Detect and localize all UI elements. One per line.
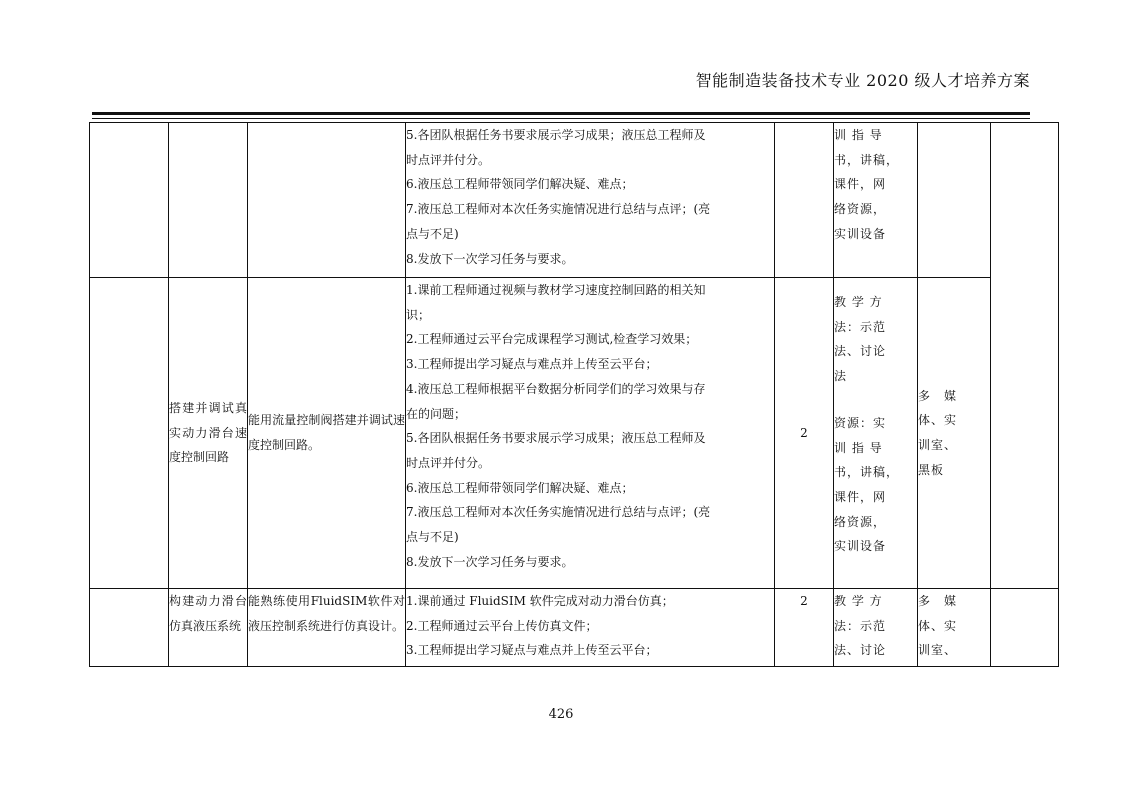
step-line: 6.液压总工程师带领同学们解决疑、难点；: [406, 480, 634, 495]
method-spacer: [834, 389, 917, 411]
step-line: 7.液压总工程师对本次任务实施情况进行总结与点评；(亮: [406, 202, 711, 217]
method-line: 书，讲稿，: [834, 465, 900, 480]
step-line: 8.发放下一次学习任务与要求。: [406, 554, 574, 569]
step-line: 2.工程师通过云平台完成课程学习测试,检查学习效果；: [406, 332, 698, 347]
method-line: 实训设备: [834, 226, 887, 241]
method-line: 法: [834, 369, 848, 384]
task-name-cell: [169, 123, 248, 278]
step-line: 3.工程师提出学习疑点与难点并上传至云平台；: [406, 357, 658, 372]
method-line: 法：示范: [834, 319, 887, 334]
table-row: [90, 589, 1059, 667]
step-line: 1.课前通过 FluidSIM 软件完成对动力滑台仿真；: [406, 594, 674, 608]
step-line: 3.工程师提出学习疑点与难点并上传至云平台；: [406, 643, 658, 658]
method-line: 课件，网: [834, 489, 887, 504]
remarks-cell: [991, 123, 1059, 589]
step-line: 5.各团队根据任务书要求展示学习成果；液压总工程师及: [406, 128, 706, 142]
resource-line: 体、实: [918, 413, 958, 428]
method-line: 实训设备: [834, 539, 887, 554]
teaching-resource-cell: [918, 278, 991, 589]
step-line: 点与不足): [406, 226, 459, 241]
teaching-resource-cell: [918, 589, 991, 667]
hours-cell: 2: [775, 589, 834, 667]
step-line: 6.液压总工程师带领同学们解决疑、难点；: [406, 177, 634, 192]
remarks-cell: [991, 589, 1059, 667]
step-line: 4.液压总工程师根据平台数据分析同学们的学习效果与存: [406, 381, 706, 396]
table-row: [90, 278, 1059, 589]
task-name-cell: 构建动力滑台仿真液压系统: [169, 589, 248, 667]
resource-line: 多 媒: [918, 594, 958, 608]
teaching-steps-cell: [406, 278, 775, 589]
module-cell: [90, 589, 169, 667]
hours-cell: 2: [775, 278, 834, 589]
teaching-resource-cell: [918, 123, 991, 278]
method-resource-cell: [834, 278, 918, 589]
resource-line: 黑板: [918, 462, 945, 477]
step-line: 时点评并付分。: [406, 152, 491, 167]
learning-goal-cell: 能用流量控制阀搭建并调试速度控制回路。: [248, 278, 406, 589]
page-number: 426: [548, 707, 574, 722]
method-line: 教 学 方: [834, 295, 883, 309]
method-line: 络资源，: [834, 514, 887, 529]
step-line: 识；: [406, 307, 431, 322]
method-line: 书，讲稿，: [834, 152, 900, 167]
course-plan-table: [89, 122, 1059, 667]
step-line: 7.液压总工程师对本次任务实施情况进行总结与点评；(亮: [406, 505, 711, 520]
method-line: 训 指 导: [834, 128, 883, 142]
method-resource-cell: [834, 123, 918, 278]
method-line: 法、讨论: [834, 643, 887, 658]
step-line: 8.发放下一次学习任务与要求。: [406, 251, 574, 266]
method-line: 法、讨论: [834, 344, 887, 359]
header-rule-thick: [92, 112, 1030, 115]
hours-cell: [775, 123, 834, 278]
resource-line: 体、实: [918, 618, 958, 633]
module-cell: [90, 123, 169, 278]
method-line: 训 指 导: [834, 440, 883, 455]
resource-line: 训室、: [918, 643, 958, 658]
task-name-cell: 搭建并调试真实动力滑台速度控制回路: [169, 278, 248, 589]
method-line: 法：示范: [834, 618, 887, 633]
method-line: 课件，网: [834, 177, 887, 192]
method-line: 络资源，: [834, 202, 887, 217]
step-line: 在的问题；: [406, 406, 467, 421]
learning-goal-cell: 能熟练使用FluidSIM软件对液压控制系统进行仿真设计。: [248, 589, 406, 667]
step-line: 1.课前工程师通过视频与教材学习速度控制回路的相关知: [406, 283, 706, 297]
method-resource-cell: [834, 589, 918, 667]
resource-line: 训室、: [918, 438, 958, 452]
module-cell: [90, 278, 169, 589]
step-line: 点与不足): [406, 530, 459, 545]
step-line: 5.各团队根据任务书要求展示学习成果；液压总工程师及: [406, 431, 706, 446]
header-rule-thin: [92, 118, 1030, 119]
teaching-steps-cell: [406, 123, 775, 278]
step-line: 时点评并付分。: [406, 455, 491, 470]
learning-goal-cell: [248, 123, 406, 278]
step-line: 2.工程师通过云平台上传仿真文件；: [406, 618, 598, 633]
document-header-title: 智能制造装备技术专业 2020 级人才培养方案: [695, 71, 1030, 90]
method-line: 教 学 方: [834, 594, 883, 608]
table-row: [90, 123, 1059, 278]
teaching-steps-cell: [406, 589, 775, 667]
method-line: 资源：实: [834, 415, 887, 430]
resource-line: 多 媒: [918, 388, 958, 403]
